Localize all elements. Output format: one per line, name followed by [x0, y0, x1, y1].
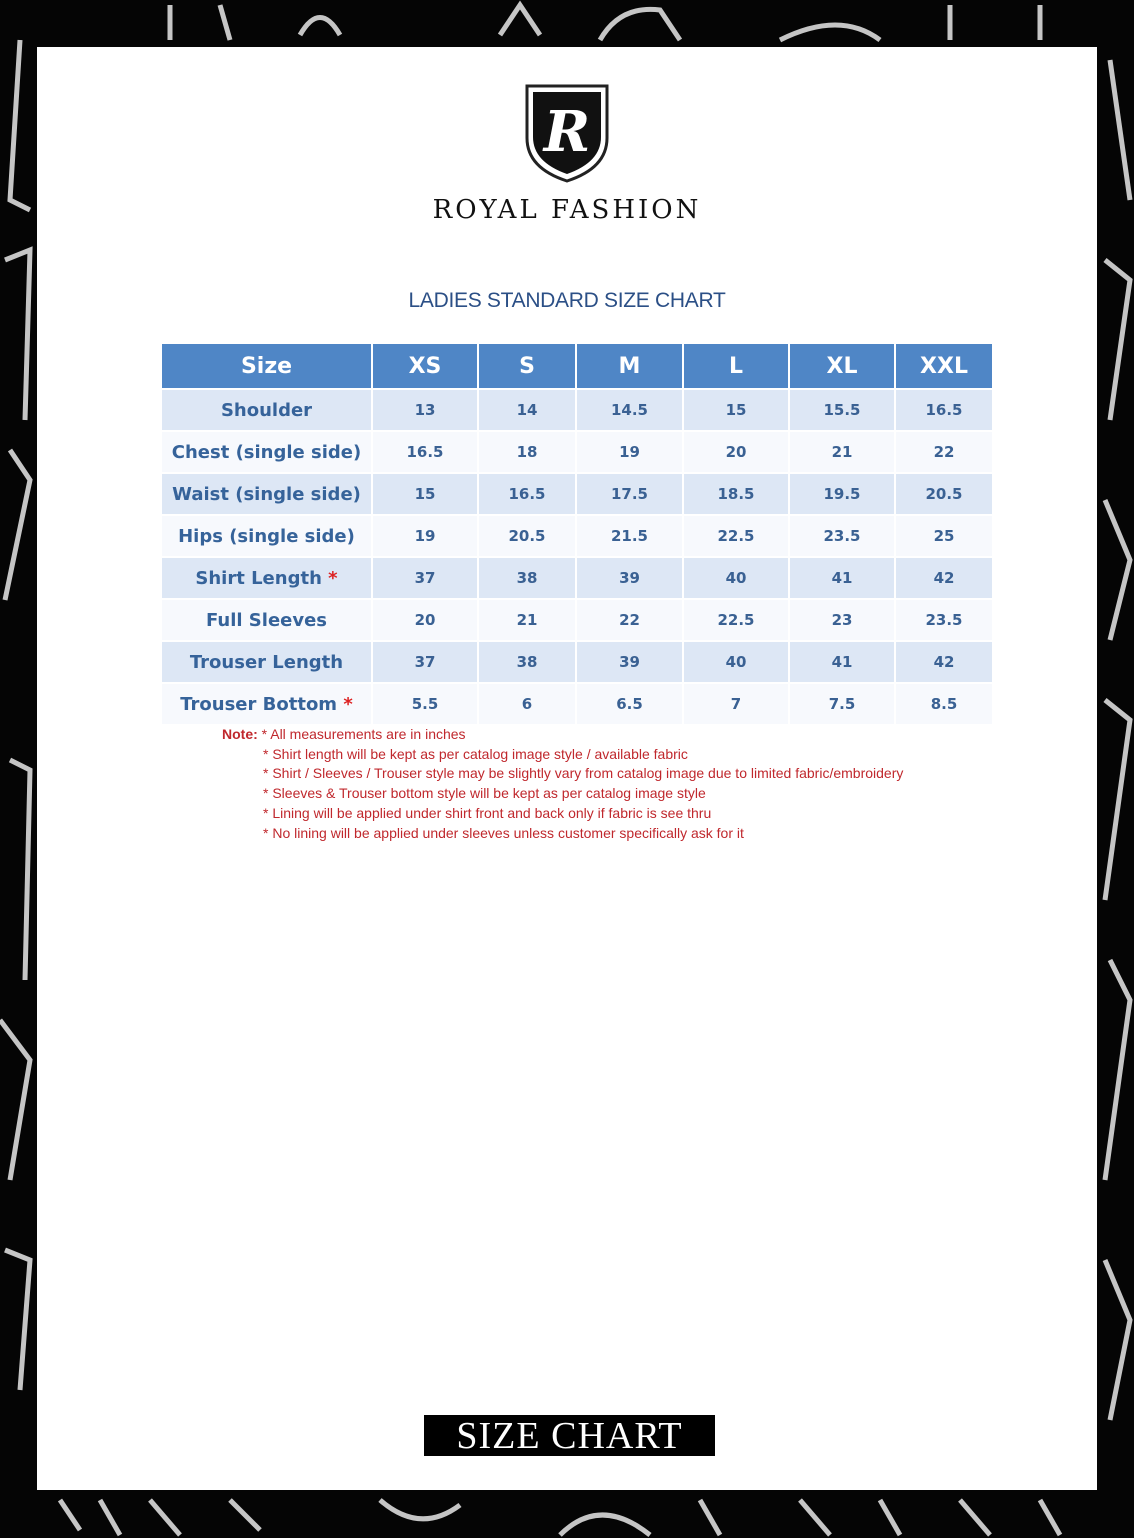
cell-value: 38	[478, 641, 576, 683]
royal-fashion-shield-logo	[524, 83, 610, 183]
cell-value: 22	[576, 599, 683, 641]
table-row	[162, 389, 992, 431]
table-header-row	[162, 344, 992, 389]
cell-value: 20	[372, 599, 478, 641]
cell-value: 16.5	[895, 389, 992, 431]
cell-value: 8.5	[895, 683, 992, 724]
size-chart-panel	[37, 47, 1097, 1490]
table-row	[162, 431, 992, 473]
row-label	[162, 431, 372, 473]
cell-value: 7.5	[789, 683, 895, 724]
cell-value: 22.5	[683, 515, 789, 557]
size-table	[162, 344, 992, 724]
notes	[222, 725, 903, 843]
header-xl: XL	[789, 344, 895, 389]
header-size: Size	[162, 344, 372, 389]
note-line	[222, 725, 903, 745]
cell-value: 37	[372, 557, 478, 599]
cell-value: 20.5	[478, 515, 576, 557]
table-row	[162, 515, 992, 557]
cell-value: 16.5	[478, 473, 576, 515]
cell-value: 40	[683, 557, 789, 599]
header-l: L	[683, 344, 789, 389]
table-row	[162, 683, 992, 724]
note-line: * Shirt / Sleeves / Trouser style may be slightly vary from catalog image due to limited fabric/embroidery	[263, 765, 904, 782]
cell-value: 17.5	[576, 473, 683, 515]
note-line: * Lining will be applied under shirt front and back only if fabric is see thru	[263, 804, 712, 821]
cell-value: 22.5	[683, 599, 789, 641]
cell-value: 23.5	[895, 599, 992, 641]
cell-value: 37	[372, 641, 478, 683]
cell-value: 40	[683, 641, 789, 683]
cell-value: 42	[895, 557, 992, 599]
cell-value: 15	[372, 473, 478, 515]
cell-value: 20	[683, 431, 789, 473]
cell-value: 19.5	[789, 473, 895, 515]
required-star: *	[343, 693, 353, 715]
cell-value: 5.5	[372, 683, 478, 724]
cell-value: 41	[789, 557, 895, 599]
cell-value: 19	[372, 515, 478, 557]
note-label: Note:	[222, 726, 258, 742]
row-label-text: Shirt Length	[195, 567, 322, 589]
cell-value: 39	[576, 641, 683, 683]
chart-title: LADIES STANDARD SIZE CHART	[408, 289, 726, 312]
size-chart-badge: SIZE CHART	[424, 1415, 715, 1456]
brand-name: ROYAL FASHION	[432, 195, 702, 225]
cell-value: 19	[576, 431, 683, 473]
cell-value: 20.5	[895, 473, 992, 515]
table-row	[162, 557, 992, 599]
note-line: * Sleeves & Trouser bottom style will be kept as per catalog image style	[263, 785, 706, 802]
table-row	[162, 641, 992, 683]
cell-value: 41	[789, 641, 895, 683]
cell-value: 15	[683, 389, 789, 431]
row-label-text: Shoulder	[220, 399, 313, 421]
svg-text:R: R	[543, 99, 591, 165]
header-s: S	[478, 344, 576, 389]
row-label-text: Chest (single side)	[171, 441, 362, 463]
cell-value: 15.5	[789, 389, 895, 431]
required-star: *	[328, 567, 338, 589]
cell-value: 18	[478, 431, 576, 473]
header-m: M	[576, 344, 683, 389]
cell-value: 6.5	[576, 683, 683, 724]
cell-value: 23	[789, 599, 895, 641]
cell-value: 23.5	[789, 515, 895, 557]
row-label	[162, 641, 372, 683]
note-text: * All measurements are in inches	[261, 726, 466, 742]
cell-value: 16.5	[372, 431, 478, 473]
cell-value: 18.5	[683, 473, 789, 515]
cell-value: 14.5	[576, 389, 683, 431]
cell-value: 25	[895, 515, 992, 557]
row-label	[162, 515, 372, 557]
cell-value: 42	[895, 641, 992, 683]
row-label	[162, 389, 372, 431]
cell-value: 21	[789, 431, 895, 473]
header-xs: XS	[372, 344, 478, 389]
note-line: * Shirt length will be kept as per catalog image style / available fabric	[263, 745, 688, 762]
header-xxl: XXL	[895, 344, 992, 389]
table-row	[162, 473, 992, 515]
cell-value: 14	[478, 389, 576, 431]
cell-value: 38	[478, 557, 576, 599]
cell-value: 7	[683, 683, 789, 724]
table-row	[162, 599, 992, 641]
row-label	[162, 599, 372, 641]
cell-value: 21	[478, 599, 576, 641]
row-label-text: Trouser Bottom	[180, 693, 338, 715]
row-label-text: Trouser Length	[189, 651, 344, 673]
cell-value: 39	[576, 557, 683, 599]
cell-value: 6	[478, 683, 576, 724]
row-label	[162, 557, 372, 599]
cell-value: 22	[895, 431, 992, 473]
cell-value: 21.5	[576, 515, 683, 557]
row-label	[162, 473, 372, 515]
cell-value: 13	[372, 389, 478, 431]
note-line: * No lining will be applied under sleeves unless customer specifically ask for it	[263, 824, 744, 841]
row-label	[162, 683, 372, 724]
row-label-text: Waist (single side)	[172, 483, 361, 505]
row-label-text: Full Sleeves	[205, 609, 328, 631]
row-label-text: Hips (single side)	[178, 525, 355, 547]
